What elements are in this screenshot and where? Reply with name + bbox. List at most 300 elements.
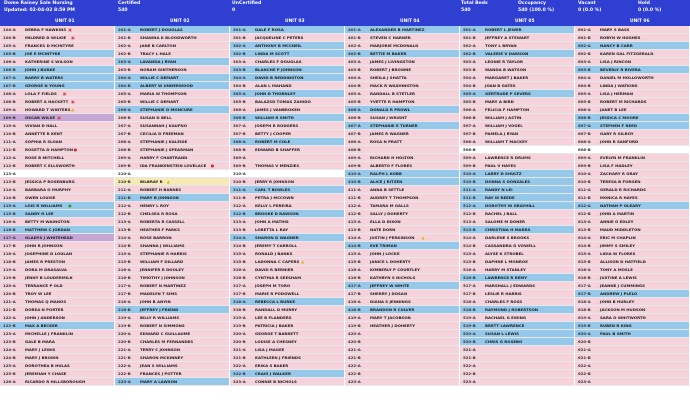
bed-row[interactable]: [575, 298, 689, 306]
bed-row[interactable]: [115, 354, 229, 362]
bed-row[interactable]: [575, 98, 689, 106]
bed-row[interactable]: [460, 50, 574, 58]
bed-row[interactable]: [460, 338, 574, 346]
bed-row[interactable]: [115, 98, 229, 106]
bed-row[interactable]: [230, 258, 344, 266]
bed-row[interactable]: [0, 346, 114, 354]
resident-name: CRAIG J WALKER: [255, 371, 291, 376]
bed-row[interactable]: [345, 50, 459, 58]
bed-row[interactable]: [460, 346, 574, 354]
bed-row[interactable]: [575, 146, 689, 154]
bed-row[interactable]: [460, 354, 574, 362]
bed-row[interactable]: [345, 186, 459, 194]
bed-row[interactable]: [230, 194, 344, 202]
bed-row[interactable]: [230, 378, 344, 386]
bed-row[interactable]: [460, 242, 574, 250]
bed-row[interactable]: [345, 298, 459, 306]
bed-row[interactable]: [230, 114, 344, 122]
bed-row[interactable]: [575, 226, 689, 234]
bed-row[interactable]: [460, 290, 574, 298]
resident-name: STEPHANIE E TURNER: [370, 123, 418, 128]
bed-row[interactable]: [0, 226, 114, 234]
resident-name: JOSEPH M TORO: [255, 283, 291, 288]
bed-row[interactable]: [230, 186, 344, 194]
bed-row[interactable]: [575, 66, 689, 74]
bed-row[interactable]: [0, 354, 114, 362]
bed-row[interactable]: [460, 66, 574, 74]
bed-row[interactable]: [460, 170, 574, 178]
bed-row[interactable]: [115, 154, 229, 162]
bed-row[interactable]: [460, 98, 574, 106]
bed-row[interactable]: [345, 290, 459, 298]
bed-row[interactable]: [345, 98, 459, 106]
bed-row[interactable]: [575, 306, 689, 314]
bed-row[interactable]: [575, 58, 689, 66]
bed-row[interactable]: [230, 266, 344, 274]
bed-row[interactable]: [115, 138, 229, 146]
bed-row[interactable]: [0, 114, 114, 122]
bed-row[interactable]: [0, 154, 114, 162]
bed-row[interactable]: [460, 282, 574, 290]
bed-row[interactable]: [0, 90, 114, 98]
resident-name: TONY L BRYAN: [485, 43, 517, 48]
bed-row[interactable]: [345, 106, 459, 114]
bed-row[interactable]: [0, 66, 114, 74]
room-number: 420-A: [348, 331, 361, 336]
bed-row[interactable]: [460, 106, 574, 114]
bed-row[interactable]: [0, 266, 114, 274]
bed-row[interactable]: [115, 226, 229, 234]
bed-row[interactable]: [115, 122, 229, 130]
bed-row[interactable]: [460, 306, 574, 314]
resident-name: MARGARET J BAKER: [485, 75, 529, 80]
bed-row[interactable]: [230, 26, 344, 34]
bed-row[interactable]: [345, 90, 459, 98]
bed-row[interactable]: [230, 314, 344, 322]
bed-row[interactable]: [230, 58, 344, 66]
bed-row[interactable]: [115, 362, 229, 370]
bed-row[interactable]: [460, 114, 574, 122]
bed-row[interactable]: [0, 170, 114, 178]
bed-row[interactable]: [0, 314, 114, 322]
bed-row[interactable]: [0, 250, 114, 258]
bed-row[interactable]: [575, 242, 689, 250]
bed-row[interactable]: [460, 330, 574, 338]
resident-name: GEORGE T BARRETT: [255, 331, 299, 336]
bed-row[interactable]: [230, 338, 344, 346]
bed-row[interactable]: [460, 82, 574, 90]
bed-row[interactable]: [345, 370, 459, 378]
bed-row[interactable]: [230, 234, 344, 242]
bed-row[interactable]: [0, 306, 114, 314]
bed-row[interactable]: [115, 274, 229, 282]
bed-row[interactable]: [575, 210, 689, 218]
room-number: 519-A: [463, 315, 476, 320]
bed-row[interactable]: [115, 346, 229, 354]
bed-row[interactable]: [230, 74, 344, 82]
bed-row[interactable]: [575, 90, 689, 98]
bed-row[interactable]: [460, 210, 574, 218]
bed-row[interactable]: [345, 122, 459, 130]
bed-row[interactable]: [230, 82, 344, 90]
resident-name: NATE DORN: [370, 227, 396, 232]
bed-row[interactable]: [115, 90, 229, 98]
bed-row[interactable]: [0, 186, 114, 194]
bed-row[interactable]: [460, 34, 574, 42]
bed-row[interactable]: [345, 74, 459, 82]
bed-row[interactable]: [0, 290, 114, 298]
bed-row[interactable]: [115, 218, 229, 226]
room-number: 120-B: [3, 291, 16, 296]
bed-row[interactable]: [230, 282, 344, 290]
bed-row[interactable]: [115, 322, 229, 330]
bed-row[interactable]: [575, 282, 689, 290]
bed-row[interactable]: [230, 34, 344, 42]
bed-row[interactable]: [230, 162, 344, 170]
bed-row[interactable]: [0, 242, 114, 250]
bed-row[interactable]: [230, 330, 344, 338]
bed-row[interactable]: [575, 250, 689, 258]
bed-row[interactable]: [345, 242, 459, 250]
bed-row[interactable]: [345, 354, 459, 362]
bed-row[interactable]: [345, 314, 459, 322]
bed-row[interactable]: [0, 50, 114, 58]
bed-row[interactable]: [115, 186, 229, 194]
bed-row[interactable]: [575, 162, 689, 170]
bed-row[interactable]: [0, 298, 114, 306]
bed-row[interactable]: [575, 154, 689, 162]
bed-row[interactable]: [460, 258, 574, 266]
bed-row[interactable]: [575, 130, 689, 138]
bed-row[interactable]: [575, 266, 689, 274]
bed-row[interactable]: [345, 218, 459, 226]
bed-row[interactable]: [230, 354, 344, 362]
bed-row[interactable]: [460, 130, 574, 138]
bed-row[interactable]: [115, 74, 229, 82]
bed-row[interactable]: [115, 298, 229, 306]
bed-row[interactable]: [0, 322, 114, 330]
bed-row[interactable]: [0, 274, 114, 282]
green-dot-icon: ●: [68, 203, 72, 208]
bed-row[interactable]: [460, 370, 574, 378]
resident-name: ANNA B SETTLE: [370, 187, 405, 192]
bed-row[interactable]: [230, 178, 344, 186]
bed-row[interactable]: [115, 178, 229, 186]
bed-row[interactable]: [230, 66, 344, 74]
bed-row[interactable]: [115, 42, 229, 50]
bed-row[interactable]: [460, 378, 574, 386]
bed-row[interactable]: [0, 202, 114, 210]
bed-row[interactable]: [345, 338, 459, 346]
bed-row[interactable]: [115, 202, 229, 210]
bed-row[interactable]: [0, 130, 114, 138]
bed-row[interactable]: [0, 122, 114, 130]
bed-row[interactable]: [345, 282, 459, 290]
bed-row[interactable]: [230, 274, 344, 282]
bed-row[interactable]: [460, 186, 574, 194]
bed-row[interactable]: [115, 282, 229, 290]
bed-row[interactable]: [0, 26, 114, 34]
bed-row[interactable]: [575, 274, 689, 282]
bed-row[interactable]: [460, 194, 574, 202]
bed-row[interactable]: [460, 362, 574, 370]
bed-row[interactable]: [575, 50, 689, 58]
room-number: 417-B: [348, 291, 361, 296]
bed-row[interactable]: [345, 58, 459, 66]
bed-row[interactable]: [115, 258, 229, 266]
bed-row[interactable]: [575, 194, 689, 202]
bed-row[interactable]: [345, 178, 459, 186]
bed-row[interactable]: [230, 290, 344, 298]
room-number: 505-B: [463, 99, 476, 104]
bed-row[interactable]: [115, 130, 229, 138]
bed-row[interactable]: [345, 362, 459, 370]
bed-row[interactable]: [0, 74, 114, 82]
bed-row[interactable]: [460, 202, 574, 210]
room-number: 406-A: [348, 107, 361, 112]
bed-row[interactable]: [0, 138, 114, 146]
bed-row[interactable]: [230, 370, 344, 378]
bed-row[interactable]: [575, 378, 689, 386]
resident-name: WILLIAM J ASTIN: [485, 115, 522, 120]
bed-row[interactable]: [0, 282, 114, 290]
bed-row[interactable]: [115, 34, 229, 42]
bed-row[interactable]: [230, 90, 344, 98]
bed-row[interactable]: [0, 362, 114, 370]
bed-row[interactable]: [575, 218, 689, 226]
bed-row[interactable]: [460, 122, 574, 130]
bed-row[interactable]: [345, 306, 459, 314]
bed-row[interactable]: [575, 178, 689, 186]
bed-row[interactable]: [460, 266, 574, 274]
bed-row[interactable]: [115, 330, 229, 338]
bed-row[interactable]: [0, 234, 114, 242]
resident-name: JOHN R SANFORD: [600, 139, 639, 144]
bed-row[interactable]: [460, 58, 574, 66]
bed-row[interactable]: [345, 330, 459, 338]
bed-row[interactable]: [345, 42, 459, 50]
bed-row[interactable]: [230, 42, 344, 50]
bed-row[interactable]: [575, 74, 689, 82]
bed-row[interactable]: [0, 162, 114, 170]
bed-row[interactable]: [460, 154, 574, 162]
bed-row[interactable]: [345, 322, 459, 330]
bed-row[interactable]: [115, 234, 229, 242]
bed-row[interactable]: [230, 98, 344, 106]
bed-row[interactable]: [0, 106, 114, 114]
bed-row[interactable]: [345, 34, 459, 42]
bed-row[interactable]: [575, 186, 689, 194]
bed-row[interactable]: [345, 114, 459, 122]
bed-row[interactable]: [460, 218, 574, 226]
bed-row[interactable]: [0, 378, 114, 386]
bed-row[interactable]: [345, 266, 459, 274]
bed-row[interactable]: [460, 90, 574, 98]
bed-row[interactable]: [460, 314, 574, 322]
bed-row[interactable]: [230, 154, 344, 162]
bed-row[interactable]: [0, 58, 114, 66]
bed-row[interactable]: [575, 34, 689, 42]
bed-row[interactable]: [575, 362, 689, 370]
bed-row[interactable]: [345, 234, 459, 242]
room-number: 306-A: [233, 107, 246, 112]
bed-row[interactable]: [230, 50, 344, 58]
bed-row[interactable]: [575, 322, 689, 330]
bed-row[interactable]: [230, 138, 344, 146]
bed-row[interactable]: [575, 234, 689, 242]
bed-row[interactable]: [230, 170, 344, 178]
bed-row[interactable]: [345, 274, 459, 282]
bed-row[interactable]: [115, 26, 229, 34]
bed-row[interactable]: [345, 250, 459, 258]
bed-row[interactable]: [575, 330, 689, 338]
bed-row[interactable]: [575, 290, 689, 298]
bed-row[interactable]: [0, 330, 114, 338]
bed-row[interactable]: [575, 354, 689, 362]
bed-row[interactable]: [575, 370, 689, 378]
bed-row[interactable]: [230, 306, 344, 314]
bed-row[interactable]: [345, 170, 459, 178]
bed-row[interactable]: [460, 274, 574, 282]
bed-row[interactable]: [575, 114, 689, 122]
bed-row[interactable]: [345, 162, 459, 170]
bed-row[interactable]: [115, 314, 229, 322]
bed-row[interactable]: [460, 138, 574, 146]
bed-row[interactable]: [115, 210, 229, 218]
bed-row[interactable]: [0, 98, 114, 106]
bed-row[interactable]: [0, 258, 114, 266]
bed-row[interactable]: [345, 154, 459, 162]
bed-row[interactable]: [345, 194, 459, 202]
bed-row[interactable]: [230, 202, 344, 210]
bed-row[interactable]: [115, 306, 229, 314]
bed-row[interactable]: [345, 66, 459, 74]
bed-row[interactable]: [230, 146, 344, 154]
bed-row[interactable]: [230, 250, 344, 258]
bed-row[interactable]: [0, 42, 114, 50]
bed-row[interactable]: [460, 146, 574, 154]
bed-row[interactable]: [575, 202, 689, 210]
bed-row[interactable]: [230, 122, 344, 130]
bed-row[interactable]: [460, 74, 574, 82]
resident-name: DOROTHY W GRAYHILL: [485, 203, 535, 208]
bed-row[interactable]: [230, 242, 344, 250]
bed-row[interactable]: [115, 170, 229, 178]
bed-row[interactable]: [115, 370, 229, 378]
room-number: 105-A: [3, 43, 16, 48]
bed-row[interactable]: [115, 194, 229, 202]
resident-name: LOLA F FIELDS: [25, 91, 57, 96]
bed-row[interactable]: [115, 250, 229, 258]
bed-row[interactable]: [345, 258, 459, 266]
bed-row[interactable]: [115, 378, 229, 386]
bed-row[interactable]: [345, 346, 459, 354]
hold-value: 0 (0.0 %): [638, 8, 662, 13]
bed-row[interactable]: [0, 338, 114, 346]
bed-row[interactable]: [230, 298, 344, 306]
bed-row[interactable]: [230, 106, 344, 114]
room-number: 520-B: [463, 339, 476, 344]
bed-row[interactable]: [460, 42, 574, 50]
resident-name: MADELYN T SIMS: [140, 291, 178, 296]
bed-row[interactable]: [115, 50, 229, 58]
bed-row[interactable]: [230, 322, 344, 330]
bed-row[interactable]: [460, 250, 574, 258]
bed-row[interactable]: [460, 162, 574, 170]
resident-name: JANICE L DOHERTY: [370, 259, 411, 264]
bed-row[interactable]: [115, 162, 229, 170]
bed-row[interactable]: [575, 138, 689, 146]
bed-row[interactable]: [575, 346, 689, 354]
bed-row[interactable]: [115, 242, 229, 250]
bed-row[interactable]: [460, 234, 574, 242]
room-number: 420-B: [348, 339, 361, 344]
bed-row[interactable]: [345, 202, 459, 210]
bed-row[interactable]: [230, 362, 344, 370]
bed-row[interactable]: [115, 58, 229, 66]
bed-row[interactable]: [0, 194, 114, 202]
bed-row[interactable]: [230, 130, 344, 138]
bed-row[interactable]: [115, 114, 229, 122]
bed-row[interactable]: [345, 82, 459, 90]
bed-row[interactable]: [575, 338, 689, 346]
bed-row[interactable]: [115, 66, 229, 74]
bed-row[interactable]: [575, 258, 689, 266]
bed-row[interactable]: [230, 210, 344, 218]
bed-row[interactable]: [575, 122, 689, 130]
bed-row[interactable]: [460, 298, 574, 306]
bed-row[interactable]: [0, 218, 114, 226]
bed-row[interactable]: [115, 290, 229, 298]
unit-header-2: UNIT 02: [170, 19, 190, 24]
bed-row[interactable]: [460, 178, 574, 186]
bed-row[interactable]: [345, 138, 459, 146]
bed-row[interactable]: [345, 210, 459, 218]
bed-row[interactable]: [575, 82, 689, 90]
bed-row[interactable]: [575, 314, 689, 322]
unit-column-1: [0, 26, 114, 386]
room-number: 614-B: [578, 243, 591, 248]
bed-row[interactable]: [460, 322, 574, 330]
bed-row[interactable]: [115, 338, 229, 346]
bed-row[interactable]: [115, 266, 229, 274]
bed-row[interactable]: [460, 26, 574, 34]
bed-row[interactable]: [115, 106, 229, 114]
bed-row[interactable]: [345, 130, 459, 138]
bed-row[interactable]: [230, 226, 344, 234]
bed-row[interactable]: [230, 346, 344, 354]
bed-row[interactable]: [345, 378, 459, 386]
room-number: 616-A: [578, 267, 591, 272]
bed-row[interactable]: [0, 34, 114, 42]
bed-row[interactable]: [0, 82, 114, 90]
bed-row[interactable]: [0, 210, 114, 218]
bed-row[interactable]: [575, 106, 689, 114]
bed-row[interactable]: [0, 370, 114, 378]
bed-row[interactable]: [575, 42, 689, 50]
bed-row[interactable]: [345, 146, 459, 154]
bed-row[interactable]: [230, 218, 344, 226]
bed-row[interactable]: [575, 26, 689, 34]
bed-row[interactable]: [115, 146, 229, 154]
bed-row[interactable]: [345, 226, 459, 234]
bed-row[interactable]: [0, 178, 114, 186]
bed-row[interactable]: [460, 226, 574, 234]
bed-row[interactable]: [345, 26, 459, 34]
bed-row[interactable]: [575, 170, 689, 178]
bed-row[interactable]: [0, 146, 114, 154]
bed-row[interactable]: [115, 82, 229, 90]
